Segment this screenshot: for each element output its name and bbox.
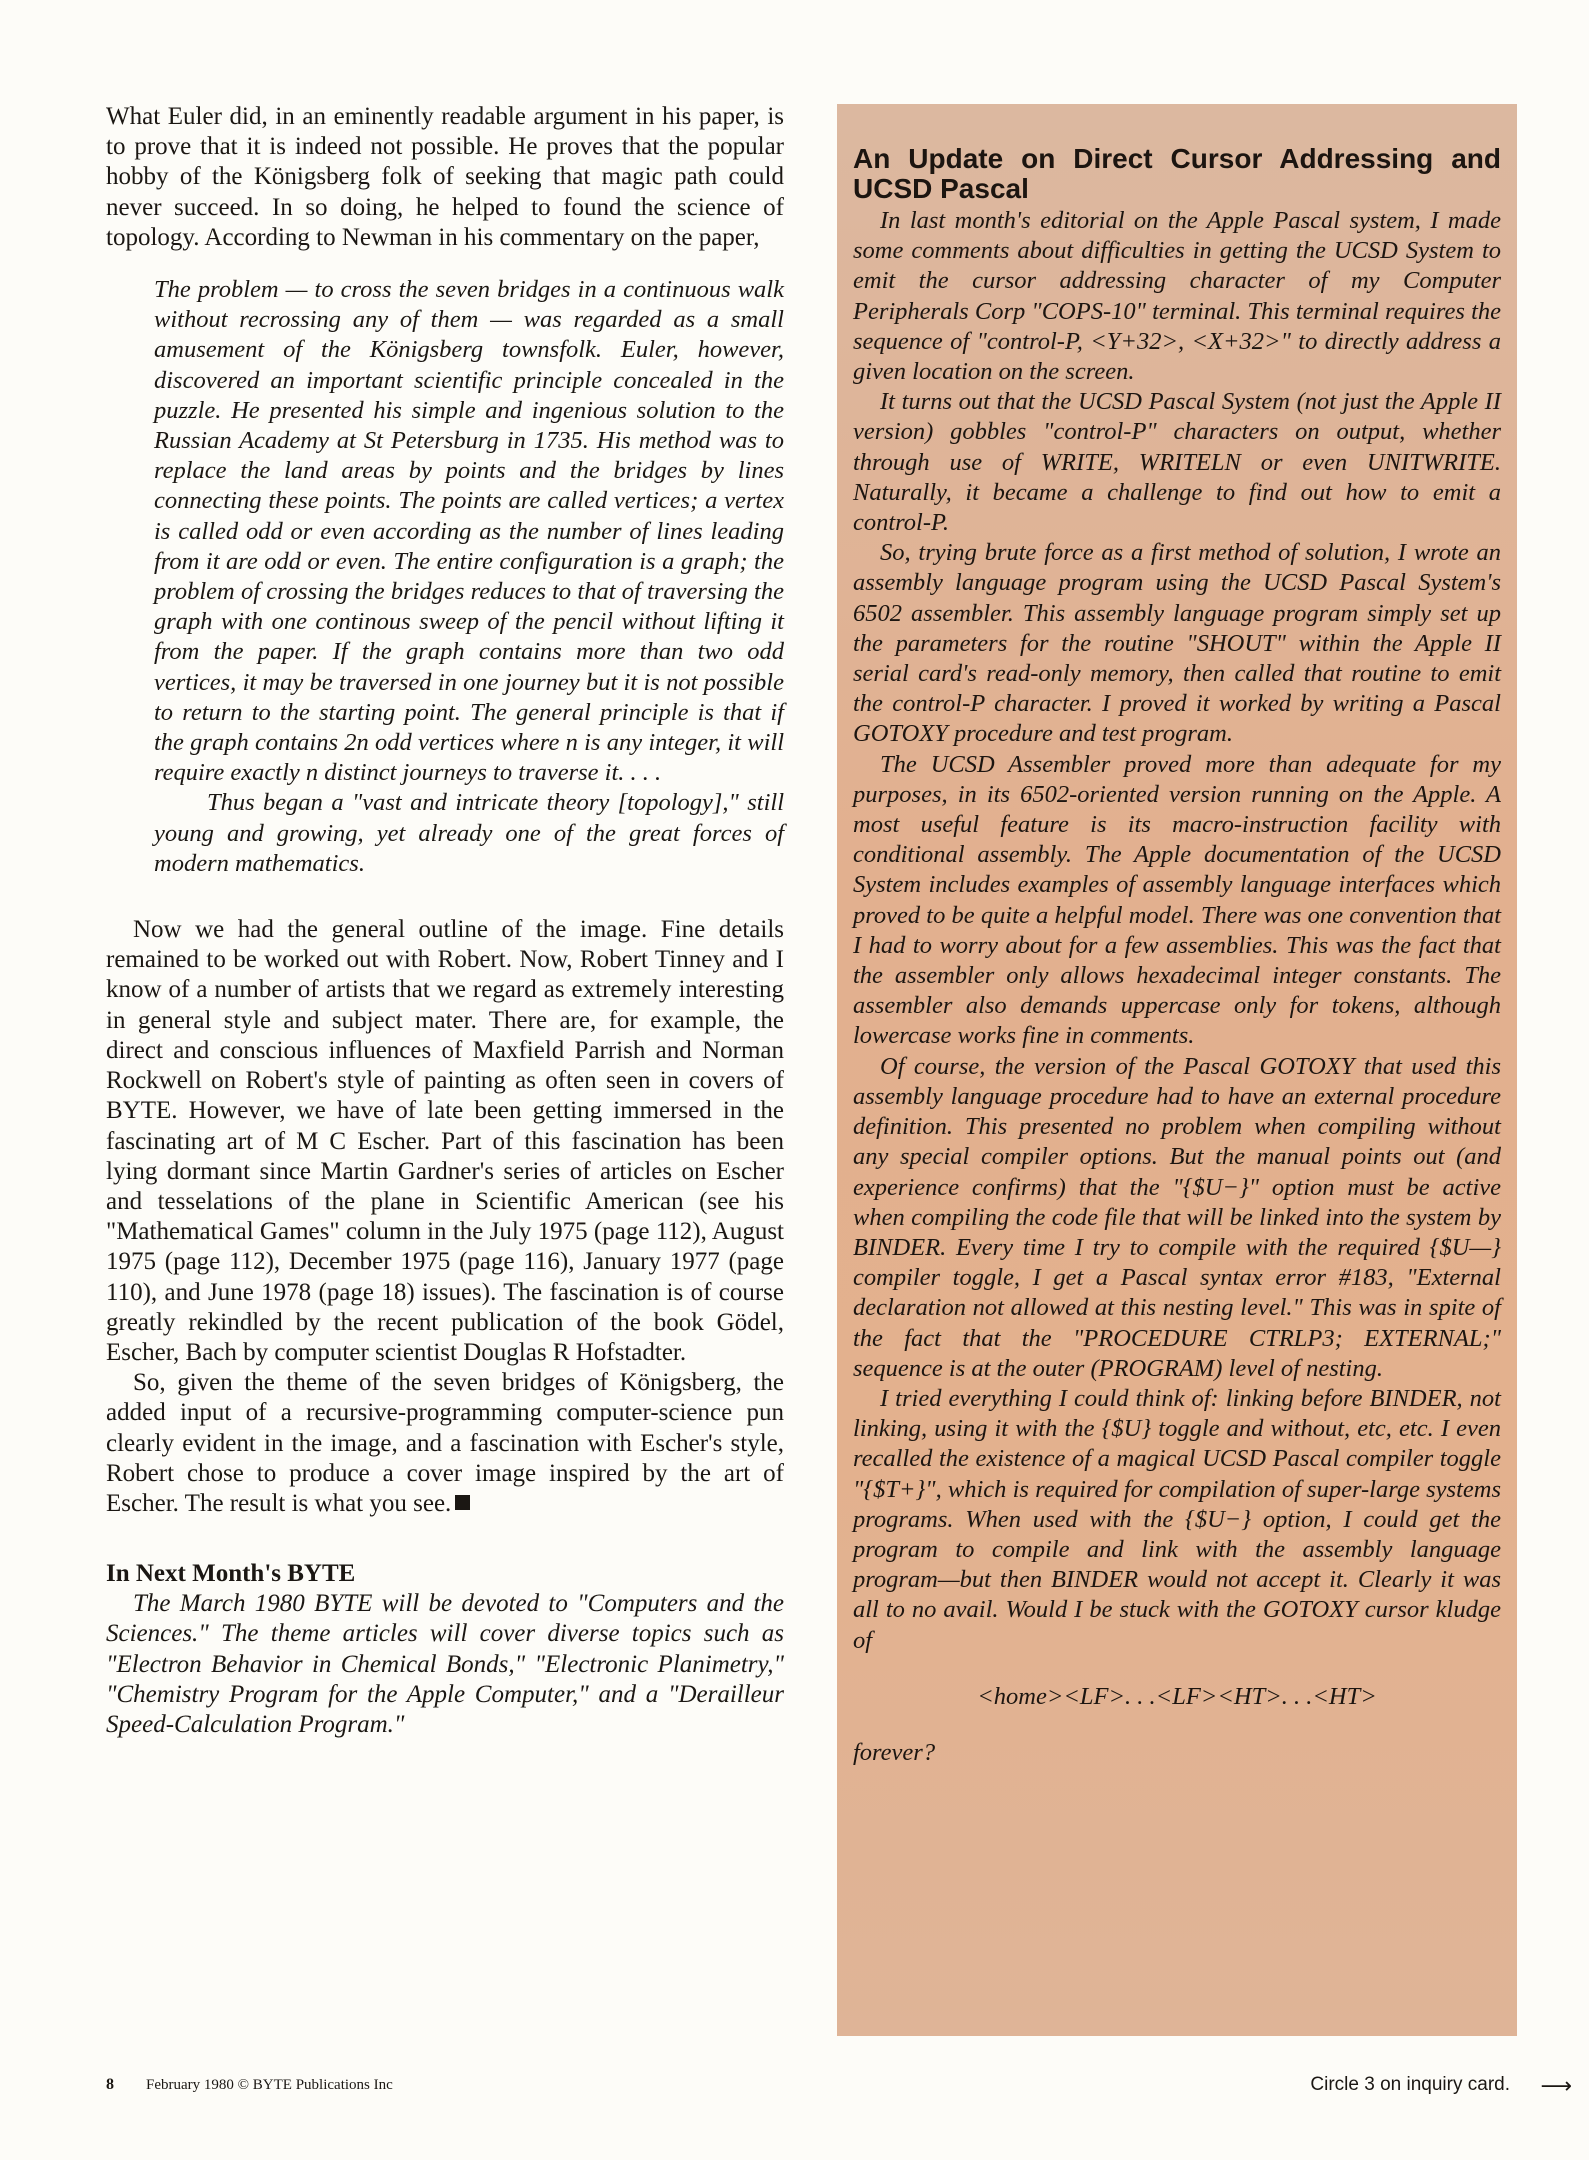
footer-credit: February 1980 © BYTE Publications Inc — [146, 2077, 393, 2093]
euler-quotation — [154, 275, 784, 879]
next-month-heading: In Next Month's BYTE — [106, 1560, 356, 1588]
sidebar-paragraph: I tried everything I could think of: linking before BINDER, not linking, using it with the {$U} toggle and without, etc, etc. I even recalled the existence of a magical UCSD Pascal compiler toggle "{$T+}", which is required for compilation of super-large systems programs. When used with the {$U−} option, I could get the program to compile and link with the assembly language program—but then BINDER would not accept it. Clearly it was all to no avail. Would I be stuck with the GOTOXY cursor kludge of — [853, 1384, 1501, 1654]
cursor-kludge-code: <home><LF>. . .<LF><HT>. . .<HT> — [977, 1682, 1377, 1710]
sidebar-title: An Update on Direct Cursor Addressing and UCSD Pascal — [853, 143, 1501, 204]
sidebar-box — [837, 104, 1517, 2036]
end-of-article-mark — [455, 1495, 470, 1510]
quotation-paragraph: The problem — to cross the seven bridges in a continuous walk without recrossing any of them — was regarded as a small amusement of the Königsberg townsfolk. Euler, however, discovered an important scientific principle concealed in the puzzle. He presented his simple and ingenious solution to the Russian Academy at St Petersburg in 1735. His method was to replace the land areas by points and the bridges by lines connecting these points. The points are called vertices; a vertex is called odd or even according as the number of lines leading from it are odd or even. The entire configuration is a graph; the problem of crossing the bridges reduces to that of traversing the graph with one continous sweep of the pencil without lifting it from the paper. If the graph contains more than two odd vertices, it may be traversed in one journey but it is not possible to return to the starting point. The general principle is that if the graph contains 2n odd vertices where n is any integer, it will require exactly n distinct journeys to traverse it. . . . — [154, 276, 784, 787]
sidebar-paragraph: The UCSD Assembler proved more than adequate for my purposes, in its 6502-oriented version running on the Apple. A most useful feature is its macro-instruction facility with conditional assembly. The Apple documentation of the UCSD System includes examples of assembly language interfaces which proved to be quite a helpful model. There was one convention that I had to worry about for a few assemblies. This was the fact that the assembler only allows hexadecimal integer constants. The assembler also demands uppercase only for tokens, although lowercase works fine in comments. — [853, 750, 1501, 1050]
page-number: 8 — [106, 2076, 114, 2093]
page-footer — [106, 2074, 1572, 2106]
inquiry-card-note: Circle 3 on inquiry card. — [1310, 2074, 1510, 2095]
conclusion-paragraph — [106, 1368, 784, 1519]
sidebar-paragraph: So, trying brute force as a first method of solution, I wrote an assembly language program using the UCSD Pascal System's 6502 assembler. This assembly language program simply set up the parameters for the routine "SHOUT" within the Apple II serial card's read-only memory, then called that routine to emit the control-P character. I proved it worked by writing a Pascal GOTOXY procedure and test program. — [853, 539, 1501, 748]
sidebar-paragraph: Of course, the version of the Pascal GOTOXY that used this assembly language procedure had to have an external procedure definition. This presented no problem when compiling without any special compiler options. But the manual points out (and experience confirms) that the "{$U−}" option must be active when compiling the code file that will be linked into the system by BINDER. Every time I try to compile with the required {$U—} compiler toggle, I get a Pascal syntax error #183, "External declaration not allowed at this nesting level." This was in spite of the fact that the "PROCEDURE CTRLP3; EXTERNAL;" sequence is at the outer (PROGRAM) level of nesting. — [853, 1052, 1501, 1382]
sidebar-paragraph: In last month's editorial on the Apple Pascal system, I made some comments about difficulties in getting the UCSD System to emit the cursor addressing character of my Computer Peripherals Corp "COPS-10" terminal. This terminal requires the sequence of "control-P, <Y+32>, <X+32>" to directly address a given location on the screen. — [853, 207, 1501, 386]
quotation-paragraph: Thus began a "vast and intricate theory [topology]," still young and growing, yet already one of the great forces of modern mathematics. — [154, 789, 784, 877]
sidebar-paragraph: It turns out that the UCSD Pascal System (not just the Apple II version) gobbles "control-P" characters on output, whether through use of WRITE, WRITELN or even UNITWRITE. Naturally, it became a challenge to find out how to emit a control-P. — [853, 388, 1501, 537]
article-intro-paragraph: What Euler did, in an eminently readable argument in his paper, is to prove that it is indeed not possible. He proves that the popular hobby of the Königsberg folk of seeking that magic path could never succeed. In so doing, he helped to found the science of topology. According to Newman in his commentary on the paper, — [106, 103, 784, 251]
sidebar-closing: forever? — [853, 1738, 936, 1766]
next-month-paragraph: The March 1980 BYTE will be devoted to "Computers and the Sciences." The theme articles will cover diverse topics such as "Electron Behavior in Chemical Bonds," "Electronic Planimetry," "Chemistry Program for the Apple Computer," and a "Derailleur Speed-Calculation Program." — [106, 1590, 784, 1738]
escher-paragraph: Now we had the general outline of the image. Fine details remained to be worked out with Robert. Now, Robert Tinney and I know of a number of artists that we regard as extremely interesting in general style and subject mater. There are, for example, the direct and conscious influences of Maxfield Parrish and Norman Rockwell on Robert's style of painting as often seen in covers of BYTE. However, we have of late been getting immersed in the fascinating art of M C Escher. Part of this fascination has been lying dormant since Martin Gardner's series of articles on Escher and tesselations of the plane in Scientific American (see his "Mathematical Games" column in the July 1975 (page 112), August 1975 (page 112), December 1975 (page 116), January 1977 (page 110), and June 1978 (page 18) issues). The fascination is of course greatly rekindled by the recent publication of the book Gödel, Escher, Bach by computer scientist Douglas R Hofstadter. — [106, 916, 784, 1366]
conclusion-text: So, given the theme of the seven bridges of Königsberg, the added input of a recursive-programming computer-science pun clearly evident in the image, and a fascination with Escher's style, Robert chose to produce a cover image inspired by the art of Escher. The result is what you see. — [106, 1369, 784, 1517]
main-article-column — [106, 102, 784, 1740]
right-arrow-icon: ⟶ — [1540, 2074, 1572, 2099]
sidebar-content — [853, 144, 1501, 1768]
